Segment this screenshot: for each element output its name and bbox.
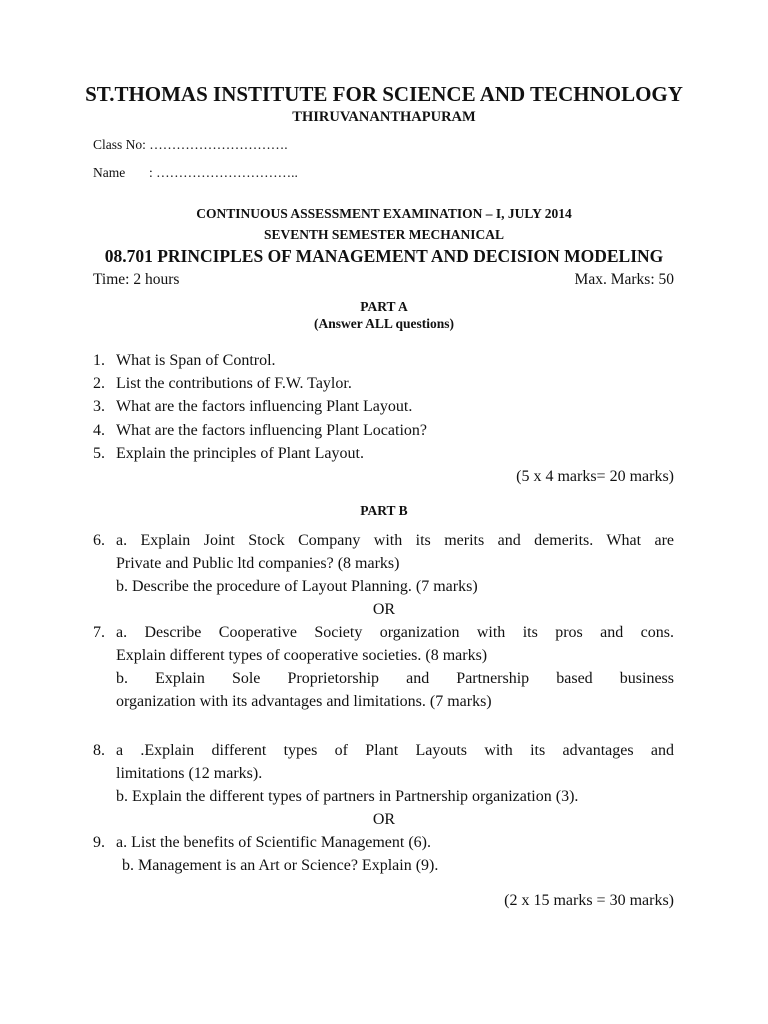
question-number: 7. [93,624,105,641]
question-8a-line2: limitations (12 marks). [116,765,263,782]
part-a-instruction: (Answer ALL questions) [313,316,455,331]
question-number: 4. [93,422,105,439]
part-b-title: PART B [360,503,408,518]
class-no-label: Class No: [93,137,146,152]
name-field [93,165,298,181]
question-text: What is Span of Control. [116,352,276,369]
question-6a-line2: Private and Public ltd companies? (8 marks) [116,555,400,572]
question-number: 2. [93,375,105,392]
name-blank: ………………………….. [156,165,298,180]
institute-city: THIRUVANANTHAPURAM [292,109,476,125]
exam-title: CONTINUOUS ASSESSMENT EXAMINATION – I, JULY 2014 [196,206,572,221]
class-no-blank: …………………………. [149,137,288,152]
institute-name: ST.THOMAS INSTITUTE FOR SCIENCE AND TECHNOLOGY [85,82,683,106]
question-8b: b. Explain the different types of partners in Partnership organization (3). [116,788,579,805]
name-separator: : [149,165,153,180]
question-text: What are the factors influencing Plant Location? [116,422,427,439]
part-a-title: PART A [360,299,408,314]
exam-time: Time: 2 hours [93,271,180,288]
part-b-marks: (2 x 15 marks = 30 marks) [504,892,674,909]
or-separator: OR [372,601,396,618]
question-number: 6. [93,532,105,549]
part-a-marks: (5 x 4 marks= 20 marks) [516,468,674,485]
question-text: What are the factors influencing Plant Layout. [116,398,413,415]
question-9a: a. List the benefits of Scientific Management (6). [116,834,432,851]
question-7b-line1: b. Explain Sole Proprietorship and Partnership based business [116,670,674,687]
exam-max-marks: Max. Marks: 50 [574,271,674,288]
question-text: List the contributions of F.W. Taylor. [116,375,352,392]
question-7a-line2: Explain different types of cooperative societies. (8 marks) [116,647,488,664]
question-7b-line2: organization with its advantages and limitations. (7 marks) [116,693,492,710]
question-number: 9. [93,834,105,851]
exam-subject: 08.701 PRINCIPLES OF MANAGEMENT AND DECISION MODELING [104,246,664,266]
or-separator: OR [372,811,396,828]
question-8a-line1: a .Explain different types of Plant Layouts with its advantages and [116,742,674,759]
question-6b: b. Describe the procedure of Layout Planning. (7 marks) [116,578,478,595]
class-no-field [93,137,288,153]
exam-semester: SEVENTH SEMESTER MECHANICAL [263,227,505,242]
question-number: 8. [93,742,105,759]
question-9b: b. Management is an Art or Science? Explain (9). [122,857,439,874]
name-label: Name [93,165,126,180]
question-text: Explain the principles of Plant Layout. [116,445,364,462]
question-number: 5. [93,445,105,462]
question-6a-line1: a. Explain Joint Stock Company with its merits and demerits. What are [116,532,674,549]
question-7a-line1: a. Describe Cooperative Society organization with its pros and cons. [116,624,674,641]
question-number: 3. [93,398,105,415]
question-number: 1. [93,352,105,369]
